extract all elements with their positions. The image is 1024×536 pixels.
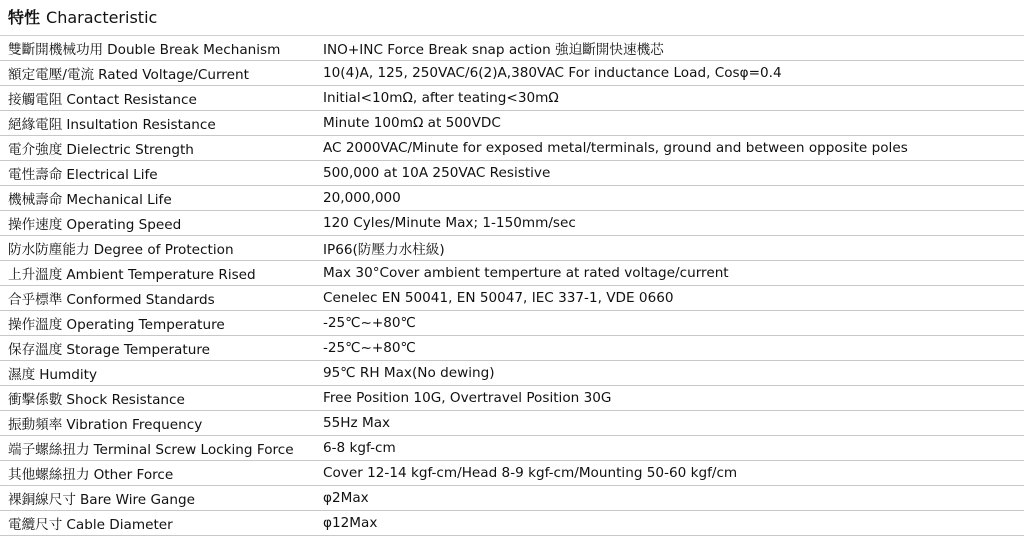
row-label-en: Mechanical Life (66, 192, 172, 208)
row-label-zh: 雙斷開機械功用 (8, 42, 104, 58)
row-label-zh: 操作溫度 (8, 317, 63, 333)
row-label-zh: 電介強度 (8, 142, 63, 158)
row-label (0, 138, 313, 158)
row-label-zh: 振動頻率 (8, 417, 63, 433)
row-label (0, 488, 313, 508)
row-value: 95℃ RH Max(No dewing) (323, 365, 495, 381)
row-label (0, 188, 313, 208)
row-label-zh: 操作速度 (8, 217, 63, 233)
row-value: IP66(防壓力水柱級) (323, 242, 445, 258)
row-value: φ2Max (323, 490, 369, 506)
table-row (0, 136, 1024, 161)
table-row (0, 36, 1024, 61)
row-label-zh: 濕度 (8, 367, 36, 383)
row-value: Free Position 10G, Overtravel Position 30G (323, 390, 612, 406)
row-label-en: Terminal Screw Locking Force (93, 442, 294, 458)
row-label (0, 513, 313, 533)
row-label-en: Humdity (39, 367, 98, 383)
row-label-zh: 防水防塵能力 (8, 242, 90, 258)
page-title-zh: 特性 (8, 8, 41, 27)
row-label (0, 38, 313, 58)
row-label-zh: 上升溫度 (8, 267, 63, 283)
row-label-en: Ambient Temperature Rised (66, 267, 256, 283)
row-label (0, 113, 313, 133)
row-value: 120 Cyles/Minute Max; 1-150mm/sec (323, 215, 576, 231)
row-value: 20,000,000 (323, 190, 401, 206)
table-row (0, 61, 1024, 86)
row-label (0, 313, 313, 333)
row-label-zh: 電性壽命 (8, 167, 63, 183)
row-label-zh: 其他螺絲扭力 (8, 467, 90, 483)
row-label-en: Other Force (93, 467, 174, 483)
row-label (0, 63, 313, 83)
table-row (0, 511, 1024, 536)
row-label (0, 263, 313, 283)
table-row (0, 86, 1024, 111)
row-label-zh: 衝擊係數 (8, 392, 63, 408)
table-row (0, 261, 1024, 286)
row-label (0, 338, 313, 358)
row-label (0, 88, 313, 108)
table-row (0, 336, 1024, 361)
row-label-en: Vibration Frequency (66, 417, 203, 433)
table-row (0, 436, 1024, 461)
table-row (0, 311, 1024, 336)
row-label-en: Electrical Life (66, 167, 158, 183)
row-label-en: Insultation Resistance (66, 117, 216, 133)
row-label-zh: 額定電壓/電流 (8, 67, 95, 83)
row-value: Cenelec EN 50041, EN 50047, IEC 337-1, VDE 0660 (323, 290, 674, 306)
table-row (0, 461, 1024, 486)
characteristic-table (0, 35, 1024, 536)
row-value: Cover 12-14 kgf-cm/Head 8-9 kgf-cm/Mounting 50-60 kgf/cm (323, 465, 738, 481)
row-label-en: Double Break Mechanism (107, 42, 281, 58)
row-label-zh: 裸銅線尺寸 (8, 492, 76, 508)
row-label-en: Conformed Standards (66, 292, 215, 308)
table-row (0, 361, 1024, 386)
row-value: 10(4)A, 125, 250VAC/6(2)A,380VAC For inductance Load, Cosφ=0.4 (323, 65, 782, 81)
row-value: 500,000 at 10A 250VAC Resistive (323, 165, 551, 181)
row-label (0, 388, 313, 408)
row-value: -25℃~+80℃ (323, 340, 416, 356)
row-label-en: Operating Temperature (66, 317, 225, 333)
table-row (0, 486, 1024, 511)
row-value: Max 30°Cover ambient temperture at rated voltage/current (323, 265, 729, 281)
row-label-en: Contact Resistance (66, 92, 197, 108)
page-title (8, 4, 157, 32)
row-label-en: Bare Wire Gange (79, 492, 195, 508)
row-value: AC 2000VAC/Minute for exposed metal/terminals, ground and between opposite poles (323, 140, 908, 156)
row-value: 6-8 kgf-cm (323, 440, 396, 456)
table-row (0, 411, 1024, 436)
row-label-en: Operating Speed (66, 217, 182, 233)
row-label-en: Shock Resistance (66, 392, 185, 408)
row-label-zh: 保存溫度 (8, 342, 63, 358)
row-label-en: Storage Temperature (66, 342, 210, 358)
row-label-zh: 端子螺絲扭力 (8, 442, 90, 458)
row-label-zh: 絕緣電阻 (8, 117, 63, 133)
row-value: -25℃~+80℃ (323, 315, 416, 331)
row-value: Minute 100mΩ at 500VDC (323, 115, 501, 131)
row-label-zh: 合乎標準 (8, 292, 63, 308)
table-row (0, 286, 1024, 311)
row-label-zh: 機械壽命 (8, 192, 63, 208)
row-label-en: Rated Voltage/Current (98, 67, 249, 83)
table-row (0, 161, 1024, 186)
row-value: INO+INC Force Break snap action 強迫斷開快速機芯 (323, 42, 664, 58)
row-label-en: Dielectric Strength (66, 142, 194, 158)
table-row (0, 111, 1024, 136)
row-value: φ12Max (323, 515, 378, 531)
row-label (0, 213, 313, 233)
row-label-zh: 接觸電阻 (8, 92, 63, 108)
row-label (0, 438, 313, 458)
row-label (0, 363, 313, 383)
row-label-en: Cable Diameter (66, 517, 173, 533)
table-row (0, 186, 1024, 211)
row-value: 55Hz Max (323, 415, 391, 431)
row-label (0, 288, 313, 308)
row-label (0, 238, 313, 258)
table-row (0, 211, 1024, 236)
row-label (0, 413, 313, 433)
table-row (0, 386, 1024, 411)
row-label-en: Degree of Protection (93, 242, 234, 258)
row-value: Initial<10mΩ, after teating<30mΩ (323, 90, 559, 106)
page-title-en: Characteristic (46, 8, 158, 27)
row-label (0, 463, 313, 483)
row-label (0, 163, 313, 183)
table-row (0, 236, 1024, 261)
row-label-zh: 電纜尺寸 (8, 517, 63, 533)
